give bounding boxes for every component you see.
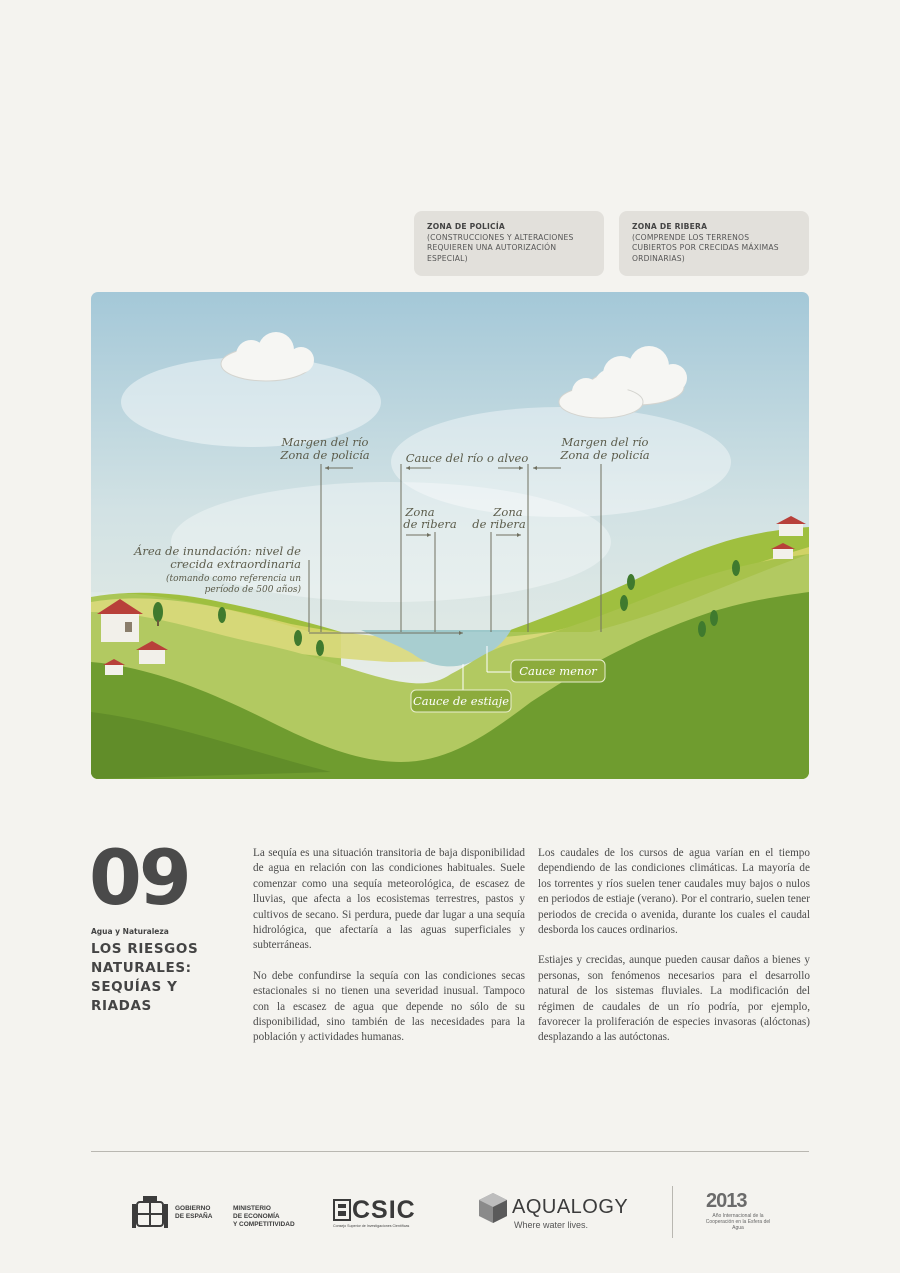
- section-subtitle: Agua y Naturaleza: [91, 927, 169, 936]
- tree-icon: [627, 574, 635, 590]
- paragraph: Estiajes y crecidas, aunque pueden causar daños a bienes y personas, son fenómenos necesarios para el desarrollo natural de los sistemas fluviales. La modificación del régimen de caudales de un río podría, por ejemplo, favorecer la proliferación de especies invasoras (alóctonas) desplazando a las autóctonas.: [538, 954, 810, 1044]
- section-title: LOS RIESGOS NATURALES: SEQUÍAS Y RIADAS: [91, 941, 199, 1014]
- sky-haze: [171, 482, 611, 602]
- tree-icon: [698, 621, 706, 637]
- label-area-inundacion-1: Área de inundación: nivel de: [134, 544, 301, 558]
- legend-zona-ribera: [619, 211, 809, 276]
- label-cauce-estiaje: Cauce de estiaje: [412, 694, 510, 708]
- label-cauce-menor: Cauce menor: [519, 664, 597, 678]
- ministerio-line: MINISTERIO: [233, 1205, 271, 1212]
- csic-subtitle: Consejo Superior de Investigaciones Científicas: [333, 1224, 410, 1228]
- label-ribera-derecha-1: Zona: [493, 505, 523, 519]
- footer-divider: [91, 1151, 809, 1152]
- label-margen-izquierda: Margen del río: [281, 435, 369, 449]
- csic-logo: CSIC: [352, 1196, 416, 1224]
- legend-title: ZONA DE RIBERA: [632, 222, 708, 231]
- label-zona-policia-derecha: Zona de policía: [560, 448, 650, 462]
- aqualogy-tagline: Where water lives.: [514, 1220, 589, 1230]
- tree-icon: [316, 640, 324, 656]
- year-logo: 2013: [706, 1190, 747, 1212]
- section-number: 09: [89, 833, 189, 922]
- tree-icon: [620, 595, 628, 611]
- gobierno-line: DE ESPAÑA: [175, 1213, 213, 1220]
- river-diagram-svg: [91, 292, 809, 779]
- label-ribera-izquierda-2: de ribera: [403, 517, 457, 531]
- label-margen-derecha: Margen del río: [561, 435, 649, 449]
- csic-emblem-icon: [333, 1199, 351, 1221]
- paragraph: Los caudales de los cursos de agua varían en el tiempo dependiendo de las condiciones climáticas. La mayoría de los torrentes y ríos suelen tener caudales muy bajos o nulos en periodos de estiaje (verano). Por el contrario, suelen tener periodos de crecida o avenida, durante los cuales el caudal desborda los cauces ordinarios.: [538, 847, 810, 937]
- legend-title: ZONA DE POLICÍA: [427, 222, 505, 231]
- aqualogy-logo: AQUALOGY: [512, 1196, 629, 1218]
- label-area-inundacion-3: (tomando como referencia un: [165, 574, 301, 584]
- tree-icon: [732, 560, 740, 576]
- ministerio-line: Y COMPETITIVIDAD: [233, 1221, 295, 1228]
- tree-icon: [218, 607, 226, 623]
- paragraph: No debe confundirse la sequía con las condiciones secas estacionales si no tienen una severidad inusual. Tampoco con la escasez de agua que depende no sólo de su disponibilidad, sino también de las necesidades para la población y actividades humanas.: [253, 969, 525, 1044]
- year-subtitle: Año Internacional de la Cooperación en la Esfera del Agua: [705, 1213, 771, 1231]
- ministerio-line: DE ECONOMÍA: [233, 1213, 280, 1220]
- label-zona-policia-izquierda: Zona de policía: [280, 448, 370, 462]
- label-ribera-derecha-2: de ribera: [472, 517, 526, 531]
- coat-of-arms-icon: [131, 1192, 169, 1234]
- river-cross-section-illustration: [91, 292, 809, 779]
- tree-icon: [710, 610, 718, 626]
- gobierno-label: [175, 1205, 212, 1221]
- tree-icon: [294, 630, 302, 646]
- body-column-2: [538, 846, 810, 1061]
- body-column-1: [253, 846, 525, 1061]
- footer-separator: [672, 1186, 673, 1238]
- paragraph: La sequía es una situación transitoria de baja disponibilidad de agua en relación con las condiciones habituales. Suele comenzar como una sequía meteorológica, de escasez de lluvias, que afecta a los ecosistemas terrestres, pastos y cultivos de secano. Si perdura, puede dar lugar a una sequía hidrológica, que afectaría a las aguas superficiales y subterráneas.: [253, 847, 525, 952]
- label-cauce-rio: Cauce del río o alveo: [405, 451, 529, 465]
- label-area-inundacion-2: crecida extraordinaria: [170, 557, 301, 571]
- label-ribera-izquierda-1: Zona: [405, 505, 435, 519]
- legend-zona-policia: [414, 211, 604, 276]
- legend-description: (CONSTRUCCIONES Y ALTERACIONES REQUIEREN UNA AUTORIZACIÓN ESPECIAL): [427, 232, 574, 263]
- legend-description: (COMPRENDE LOS TERRENOS CUBIERTOS POR CRECIDAS MÁXIMAS ORDINARIAS): [632, 232, 779, 263]
- ministerio-label: [233, 1205, 295, 1229]
- gobierno-line: GOBIERNO: [175, 1205, 211, 1212]
- aqualogy-cube-icon: [478, 1192, 508, 1224]
- label-area-inundacion-4: período de 500 años): [204, 585, 301, 595]
